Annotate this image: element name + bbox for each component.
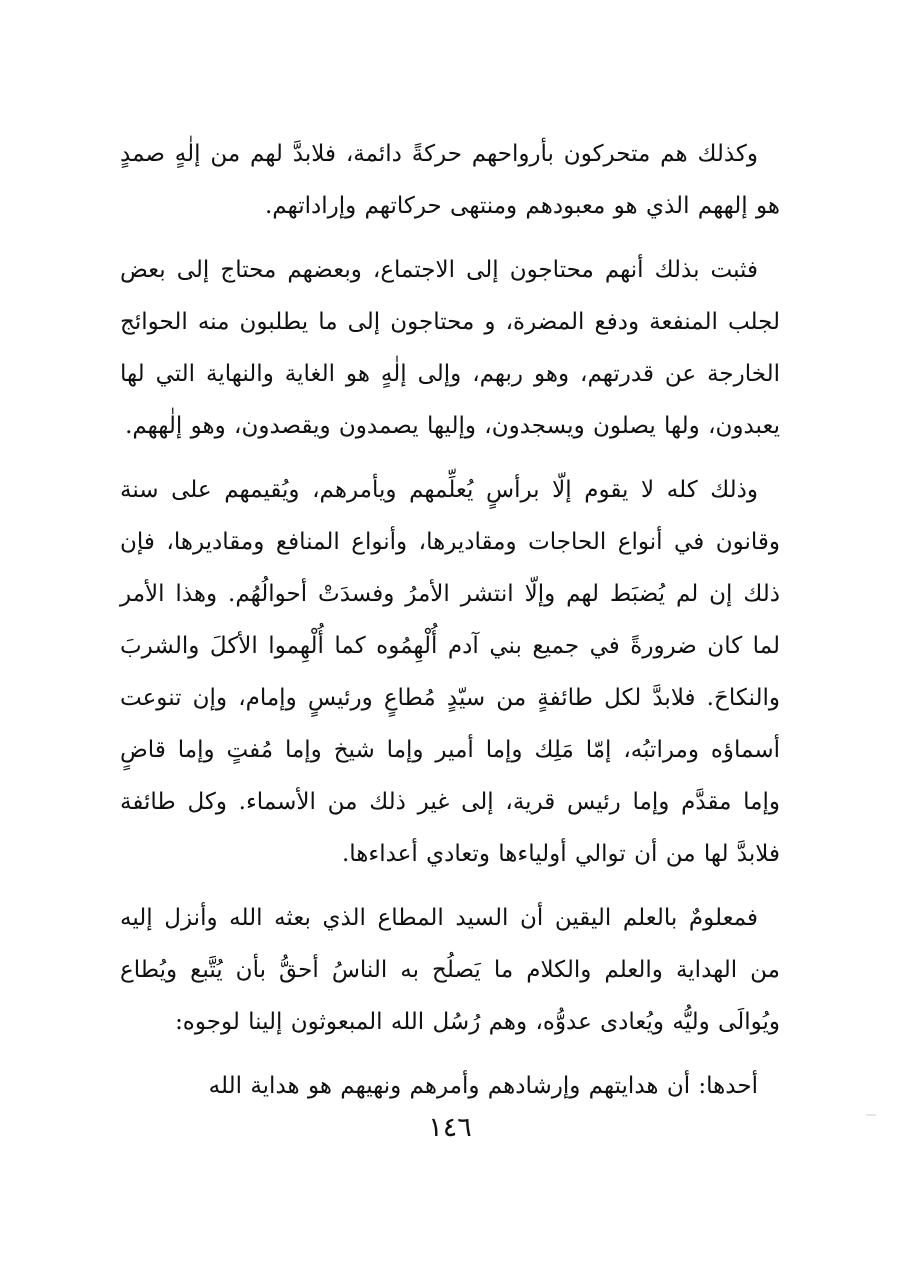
- paragraph-2: فثبت بذلك أنهم محتاجون إلى الاجتماع، وبعضهم محتاج إلى بعض لجلب المنفعة ودفع المضرة، و محتاجون إلى ما يطلبون منه الحوائج الخارجة عن قدرتهم، وهو ربهم، وإلى إلٰهٍ هو الغاية والنهاية التي لها يعبدون، ولها يصلون ويسجدون، وإليها يصمدون ويقصدون، وهو إلٰههم.: [120, 257, 780, 439]
- paragraph-5: أحدها: أن هدايتهم وإرشادهم وأمرهم ونهيهم هو هداية الله: [208, 1073, 758, 1099]
- crop-mark-icon: [866, 1112, 876, 1118]
- page-number: ١٤٦: [428, 1112, 472, 1143]
- paragraph-3: وذلك كله لا يقوم إلّا برأسٍ يُعلِّمهم ويأمرهم، ويُقيمهم على سنة وقانون في أنواع الحاجات ومقاديرها، وأنواع المنافع ومقاديرها، فإن ذلك إن لم يُضبَط لهم وإلّا انتشر الأمرُ وفسدَتْ أحوالُهُم. وهذا الأمر لما كان ضرورةً في جميع بني آدم أُلْهِمُوه كما أُلْهِموا الأكلَ والشربَ والنكاحَ. فلابدَّ لكل طائفةٍ من سيّدٍ مُطاعٍ ورئيسٍ وإمام، وإن تنوعت أسماؤه ومراتبُه، إمّا مَلِك وإما أمير وإما شيخ وإما مُفتٍ وإما قاضٍ وإما مقدَّم وإما رئيس قرية، إلى غير ذلك من الأسماء. وكل طائفة فلابدَّ لها من أن توالي أولياءها وتعادي أعداءها.: [120, 477, 780, 867]
- paragraph-4: فمعلومٌ بالعلم اليقين أن السيد المطاع الذي بعثه الله وأنزل إليه من الهداية والعلم والكلام ما يَصلُح به الناسُ أحقُّ بأن يُتَّبع ويُطاع ويُوالَى وليُّه ويُعادى عدوُّه، وهم رُسُل الله المبعوثون إلينا لوجوه:: [120, 905, 780, 1035]
- body-text: [120, 128, 780, 1112]
- paragraph-1: وكذلك هم متحركون بأرواحهم حركةً دائمة، فلابدَّ لهم من إلٰهٍ صمدٍ هو إلههم الذي هو معبودهم ومنتهى حركاتهم وإراداتهم.: [120, 141, 780, 219]
